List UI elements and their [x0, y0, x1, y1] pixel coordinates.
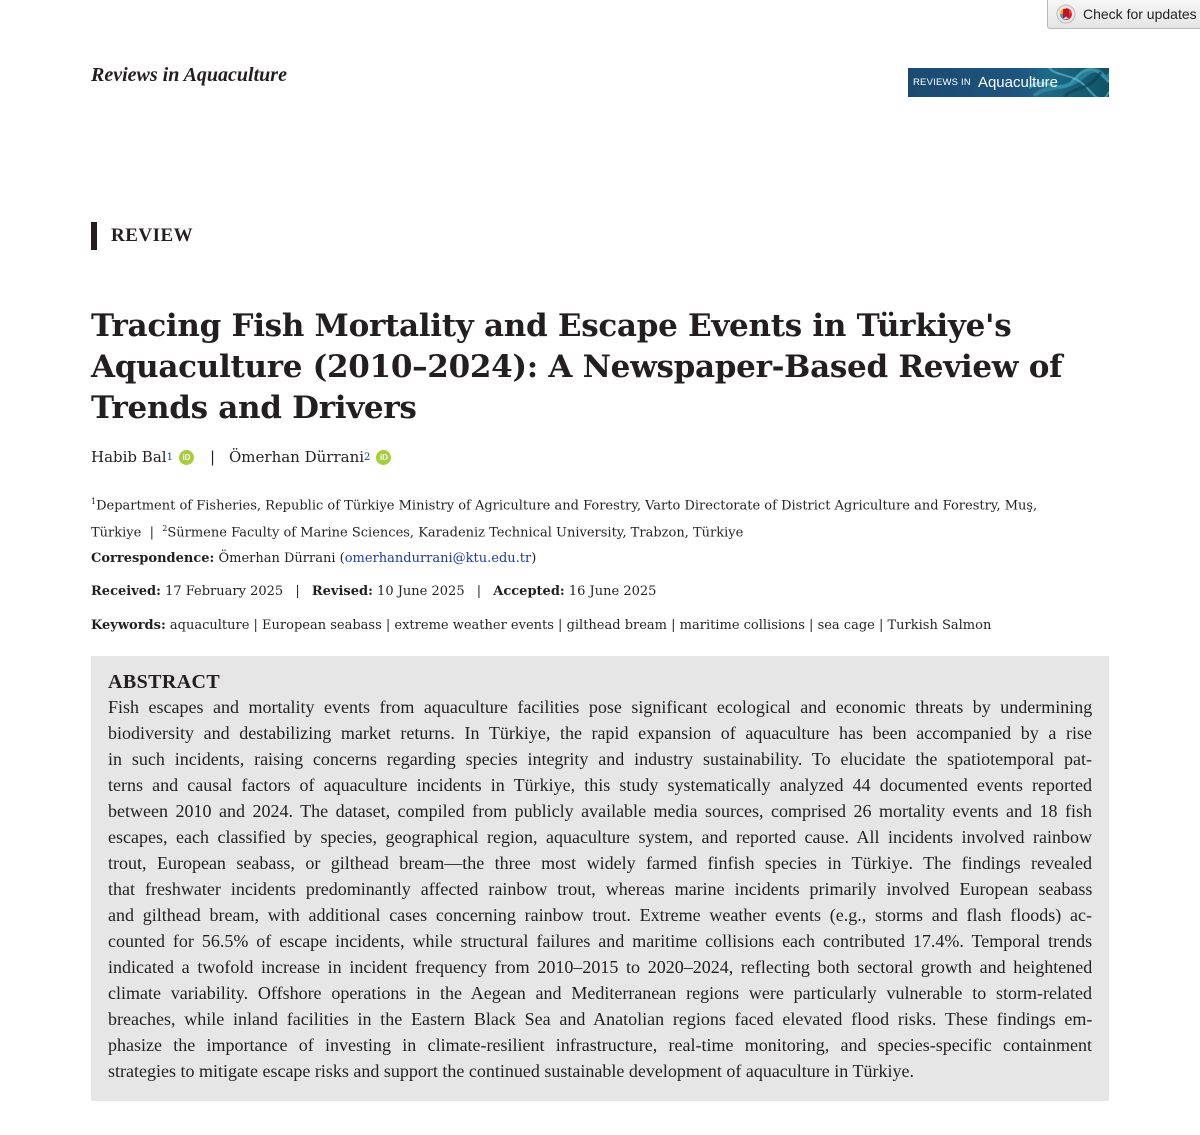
author-separator: | — [209, 448, 215, 466]
logo-aquaculture: Aquaculture — [977, 74, 1059, 91]
author-name[interactable]: Habib Bal — [91, 448, 167, 466]
affiliation-line: Türkiye | $^2$Sürmene Faculty of Marine Sciences, Karadeniz Technical University, Trabzon, Türkiye — [91, 524, 744, 541]
abstract-line: counted for 56.5% of escape incidents, while structural failures and maritime collisions each contributed 17.4%. Temporal trends — [108, 931, 1093, 951]
check-for-updates-label: Check for updates — [1083, 6, 1197, 22]
author-list — [91, 445, 391, 469]
abstract-line: indicated a twofold increase in incident frequency from 2010–2015 to 2020–2024, reflecting both sectoral growth and heightened — [108, 957, 1093, 977]
abstract-line: biodiversity and destabilizing market returns. In Türkiye, the rapid expansion of aquaculture has been accompanied by a rise — [108, 723, 1092, 743]
check-updates-icon — [1056, 4, 1076, 24]
abstract-body — [108, 694, 1092, 1084]
abstract-line: climate variability. Offshore operations in the Aegean and Mediterranean regions were particularly vulnerable to storm-related — [108, 983, 1092, 1003]
check-for-updates-button[interactable] — [1047, 0, 1200, 29]
abstract-line: Fish escapes and mortality events from aquaculture facilities pose significant ecological and economic threats by undermining — [108, 697, 1093, 717]
title-line: Tracing Fish Mortality and Escape Events in Türkiye's — [91, 308, 1012, 344]
received-label: Received: — [91, 584, 161, 599]
orcid-icon[interactable]: iD — [179, 450, 194, 465]
title-line: Trends and Drivers — [91, 390, 417, 426]
revised-label: Revised: — [311, 584, 373, 599]
abstract-box — [91, 656, 1109, 1101]
correspondence-label: Correspondence: — [91, 551, 215, 566]
abstract-line: in such incidents, raising concerns regarding species integrity and industry sustainability. To elucidate the spatiotemporal pat- — [108, 749, 1092, 769]
accepted-label: Accepted: — [493, 584, 565, 599]
correspondence-email-link[interactable]: omerhandurrani@ktu.edu.tr — [344, 551, 532, 566]
abstract-line: trout, European seabass, or gilthead bream—the three most widely farmed finfish species in Türkiye. The findings revealed — [108, 853, 1092, 873]
journal-name: Reviews in Aquaculture — [91, 64, 287, 86]
revised-date: 10 June 2025 — [377, 584, 465, 599]
abstract-line: escapes, each classified by species, geographical region, aquaculture system, and reported cause. All incidents involved rainbow — [108, 827, 1092, 847]
article-type-label: REVIEW — [91, 222, 193, 250]
abstract-line: and gilthead bream, with additional cases concerning rainbow trout. Extreme weather events (e.g., storms and flash floods) ac- — [108, 905, 1092, 925]
orcid-icon[interactable]: iD — [376, 450, 391, 465]
abstract-line: phasize the importance of investing in climate-resilient infrastructure, real-time monitoring, and species-specific containment — [108, 1035, 1092, 1055]
received-date: 17 February 2025 — [165, 584, 284, 599]
abstract-line: strategies to mitigate escape risks and support the continued sustainable development of aquaculture in Türkiye. — [108, 1061, 914, 1081]
author-affiliation-ref[interactable]: 1 — [166, 451, 173, 463]
abstract-line: breaches, while inland facilities in the Eastern Black Sea and Anatolian regions faced elevated flood risks. These findings em- — [108, 1009, 1093, 1029]
affiliations — [91, 490, 1091, 545]
journal-logo — [908, 68, 1109, 97]
keywords-label: Keywords: — [91, 618, 166, 633]
keywords — [91, 618, 991, 633]
author-affiliation-ref[interactable]: 2 — [364, 451, 371, 463]
abstract-line: that freshwater incidents predominantly affected rainbow trout, whereas marine incidents primarily involved European seabass — [108, 879, 1093, 899]
logo-reviews-in: REVIEWS IN — [913, 77, 971, 88]
keywords-text: aquaculture | European seabass | extreme weather events | gilthead bream | maritime collisions | sea cage | Turkish Salmon — [169, 618, 992, 633]
author-name[interactable]: Ömerhan Dürrani — [229, 448, 365, 466]
title-line: Aquaculture (2010–2024): A Newspaper-Based Review of — [91, 349, 1063, 385]
correspondence-name: Ömerhan Dürrani — [218, 551, 336, 566]
article-dates: Received: 17 February 2025 | Revised: 10 June 2025 | Accepted: 16 June 2025 — [91, 584, 657, 599]
accepted-date: 16 June 2025 — [568, 584, 657, 599]
affiliation-line: $^1$Department of Fisheries, Republic of Türkiye Ministry of Agriculture and Forestry, Varto Directorate of District Agriculture and Forestry, Muş, — [91, 497, 1038, 514]
abstract-line: between 2010 and 2024. The dataset, compiled from publicly available media sources, comprised 26 mortality events and 18 fish — [108, 801, 1092, 821]
abstract-line: terns and causal factors of aquaculture incidents in Türkiye, this study systematically analyzed 44 documented events reported — [108, 775, 1092, 795]
abstract-heading: ABSTRACT — [108, 671, 221, 693]
correspondence: Correspondence: Ömerhan Dürrani (omerhandurrani@ktu.edu.tr) — [91, 551, 537, 566]
article-title — [91, 306, 1081, 429]
